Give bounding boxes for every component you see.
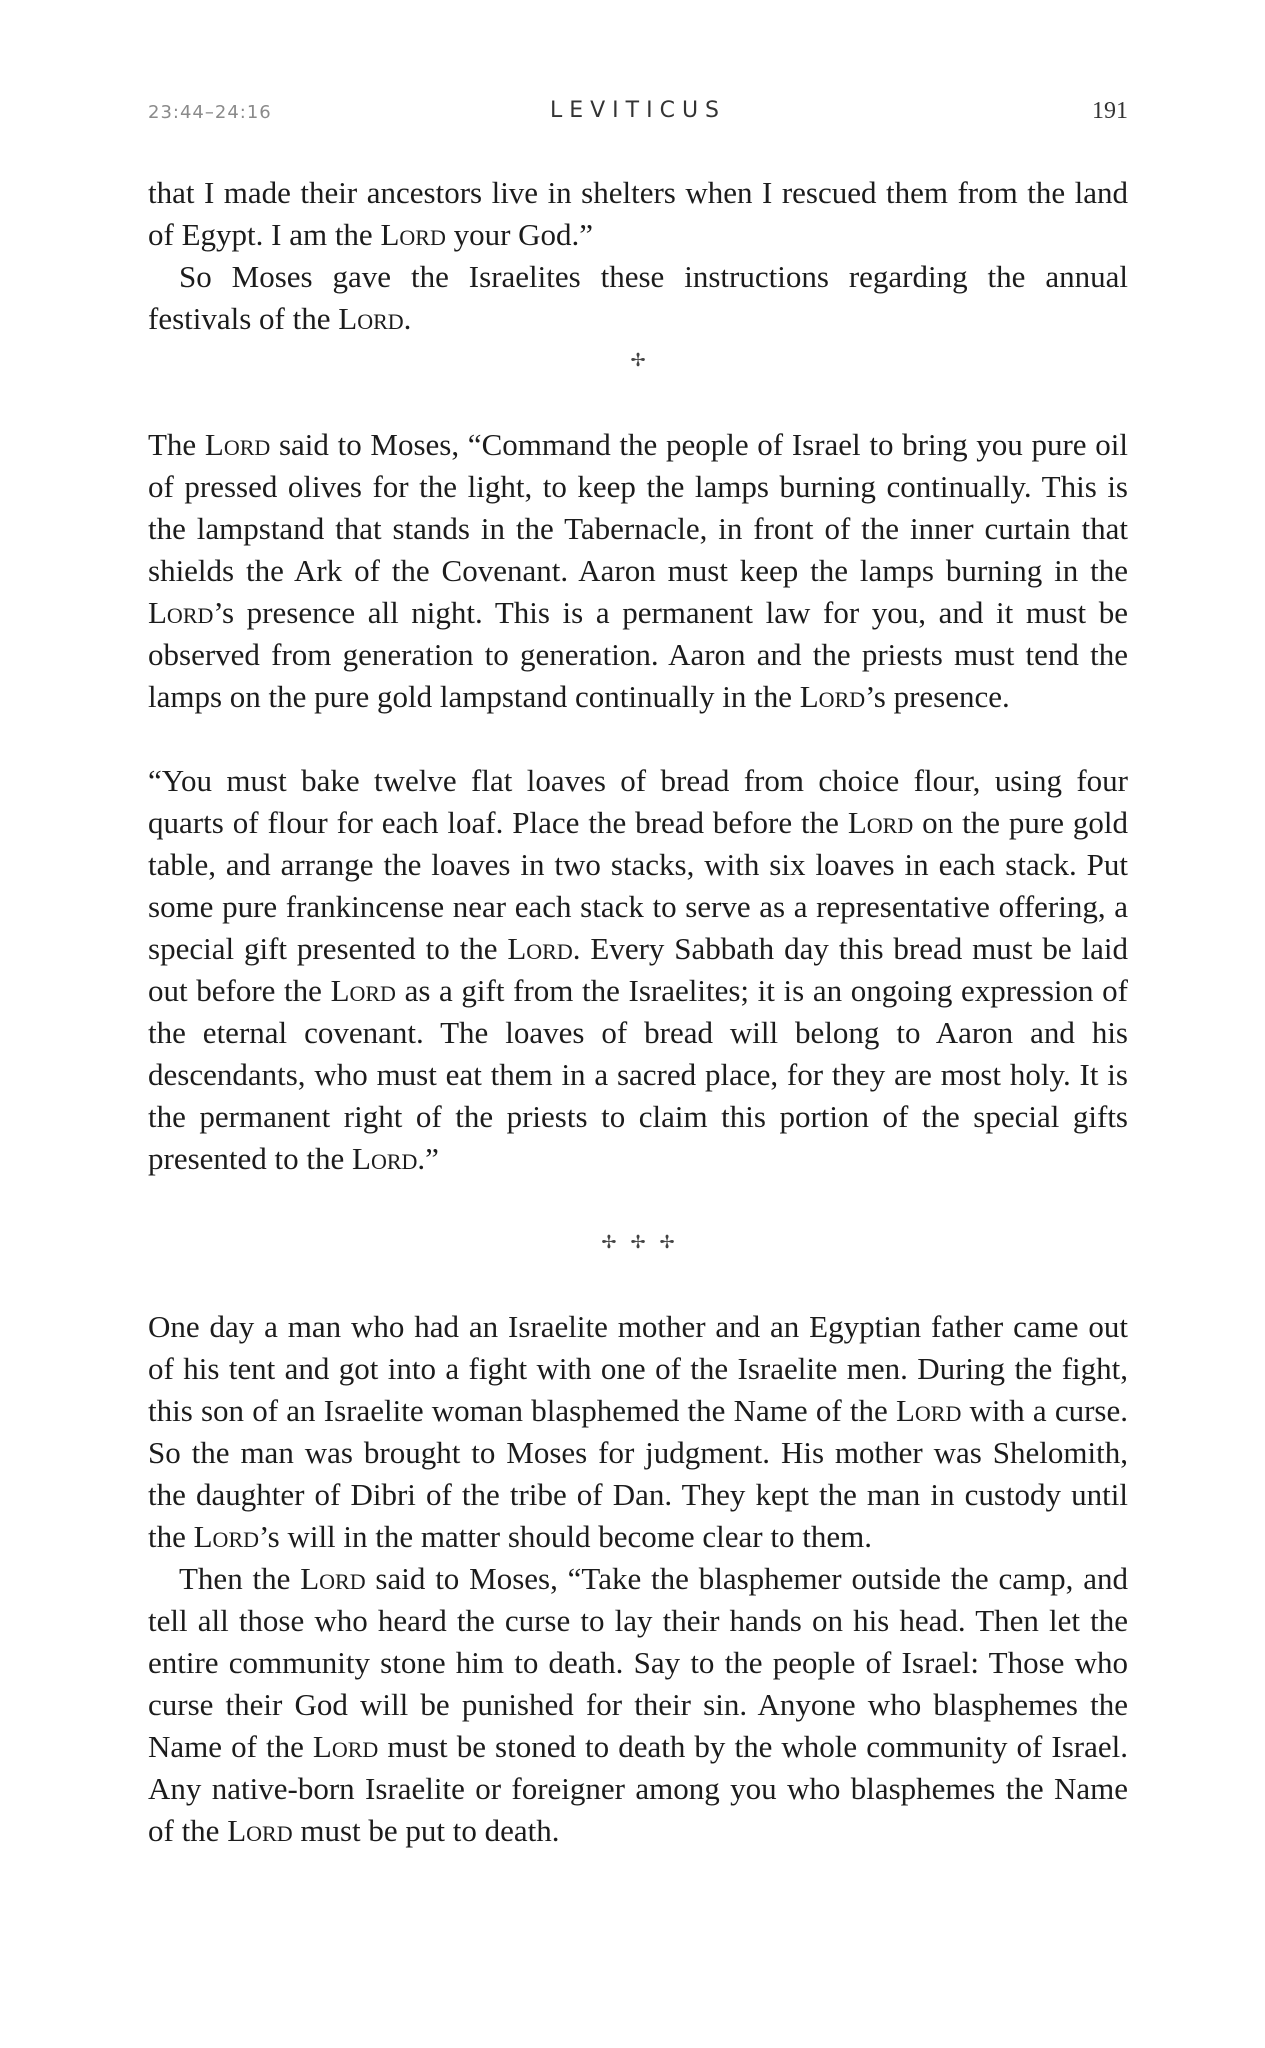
divine-name: Lord	[312, 1729, 379, 1764]
divine-name: Lord	[204, 427, 271, 462]
divine-name: Lord	[352, 1141, 418, 1176]
divine-name: Lord	[895, 1393, 962, 1428]
divine-name: Lord	[300, 1561, 366, 1596]
running-header	[148, 98, 1128, 128]
body-text	[148, 172, 1128, 1852]
divine-name: Lord	[193, 1519, 260, 1554]
paragraph: Then the Lord said to Moses, “Take the blasphemer outside the camp, and tell all those who heard the curse to lay their hands on his head. Then let the entire community stone him to death. Say to the people of Israel: Those who curse their God will be punished for their sin. Anyone who blasphemes the Name of the Lord must be stoned to death by the whole community of Israel. Any native-born Israelite or foreigner among you who blasphemes the Name of the Lord must be put to death.	[148, 1561, 1128, 1848]
section-divider-ornament: ✢	[630, 350, 660, 371]
paragraph: that I made their ancestors live in shelters when I rescued them from the land of Egypt. I am the Lord your God.”	[148, 175, 1128, 252]
divine-name: Lord	[507, 931, 573, 966]
divine-name: Lord	[799, 679, 866, 714]
divine-name: Lord	[338, 301, 404, 336]
divine-name: Lord	[847, 805, 914, 840]
divine-name: Lord	[380, 217, 446, 252]
divine-name: Lord	[330, 973, 396, 1008]
paragraph: So Moses gave the Israelites these instructions regarding the annual festivals of the Lord.	[148, 259, 1128, 336]
section-break-ornament: ✢✢✢	[601, 1232, 689, 1253]
paragraph: The Lord said to Moses, “Command the people of Israel to bring you pure oil of pressed olives for the light, to keep the lamps burning continually. This is the lampstand that stands in the Tabernacle, in front of the inner curtain that shields the Ark of the Covenant. Aaron must keep the lamps burning in the Lord’s presence all night. This is a permanent law for you, and it must be observed from generation to generation. Aaron and the priests must tend the lamps on the pure gold lampstand continually in the Lord’s presence.	[148, 427, 1128, 714]
divine-name: Lord	[148, 595, 214, 630]
book-title: LEVITICUS	[549, 98, 727, 123]
divine-name: Lord	[227, 1813, 293, 1848]
page-number: 191	[1092, 98, 1128, 124]
paragraph: “You must bake twelve flat loaves of bread from choice flour, using four quarts of flour for each loaf. Place the bread before the Lord on the pure gold table, and arrange the loaves in two stacks, with six loaves in each stack. Put some pure frankincense near each stack to serve as a representative offering, a special gift presented to the Lord. Every Sabbath day this bread must be laid out before the Lord as a gift from the Israelites; it is an ongoing expression of the eternal covenant. The loaves of bread will belong to Aaron and his descendants, who must eat them in a sacred place, for they are most holy. It is the permanent right of the priests to claim this portion of the special gifts presented to the Lord.”	[148, 763, 1129, 1176]
paragraph: One day a man who had an Israelite mother and an Egyptian father came out of his tent and got into a fight with one of the Israelite men. During the fight, this son of an Israelite woman blasphemed the Name of the Lord with a curse. So the man was brought to Moses for judgment. His mother was Shelomith, the daughter of Dibri of the tribe of Dan. They kept the man in custody until the Lord’s will in the matter should become clear to them.	[148, 1309, 1128, 1554]
chapter-verse-reference: 23:44–24:16	[148, 102, 272, 123]
